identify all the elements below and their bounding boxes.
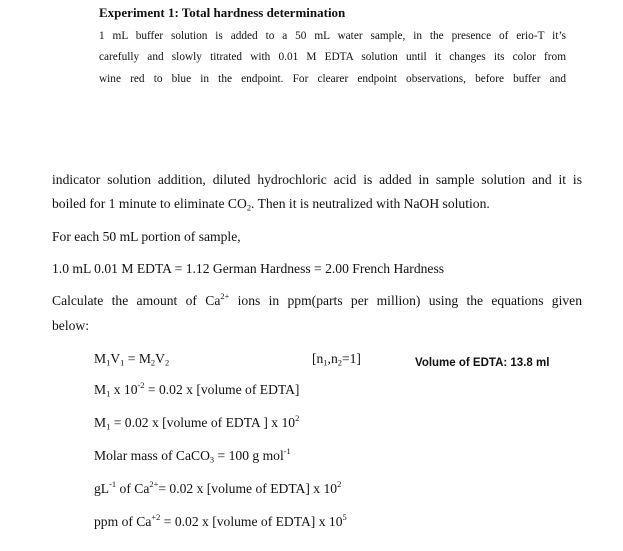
equation-condition: $[n_1,n_2=1]$	[312, 351, 361, 368]
intro-line-3: wine red to blue in the endpoint. For clearer endpoint observations, before buffer and	[99, 73, 566, 85]
equation-molarity-rearranged: $M_1 = 0.02$ x [volume of EDTA ] x $10^2$	[94, 413, 300, 432]
portion-text: For each 50 mL portion of sample,	[52, 229, 241, 244]
calculation-instruction-end: below:	[52, 318, 89, 333]
experiment-heading: Experiment 1: Total hardness determination	[99, 5, 346, 20]
equation-molar-mass: Molar mass of CaCO$_3$ = 100 g mol$^{-1}$	[94, 446, 291, 465]
continuation-line-2: boiled for 1 minute to eliminate $CO_2$. Then it is neutralized with NaOH solution.	[52, 196, 490, 213]
calculation-instruction: Calculate the amount of $Ca^{2+}$ ions in ppm(parts per million) using the equations given	[52, 291, 582, 308]
intro-line-1: 1 mL buffer solution is added to a 50 mL water sample, in the presence of erio-T it’s	[99, 30, 566, 42]
hardness-equivalence: 1.0 mL 0.01 M EDTA = 1.12 German Hardness = 2.00 French Hardness	[52, 261, 445, 276]
equation-ppm: ppm of $Ca^{+2} = 0.02$ x [volume of EDTA] x $10^5$	[94, 512, 347, 529]
edta-volume-note: Volume of EDTA: 13.8 ml	[415, 357, 550, 369]
equation-molarity: $M_1$ x $10^{-2} = 0.02$ x [volume of EDTA]	[94, 380, 300, 399]
equation-dilution: $M_1V_1 = M_2V_2$ $[n_1,n_2=1]$	[94, 351, 361, 368]
equation-grams-per-liter: $gL^{-1}$ of $Ca^{2+}= 0.02$ x [volume of EDTA] x $10^2$	[94, 479, 342, 496]
intro-line-2: carefully and slowly titrated with 0.01 M EDTA solution until it changes its color from	[99, 51, 566, 63]
continuation-line-1: indicator solution addition, diluted hydrochloric acid is added in sample solution and it is	[52, 172, 582, 187]
